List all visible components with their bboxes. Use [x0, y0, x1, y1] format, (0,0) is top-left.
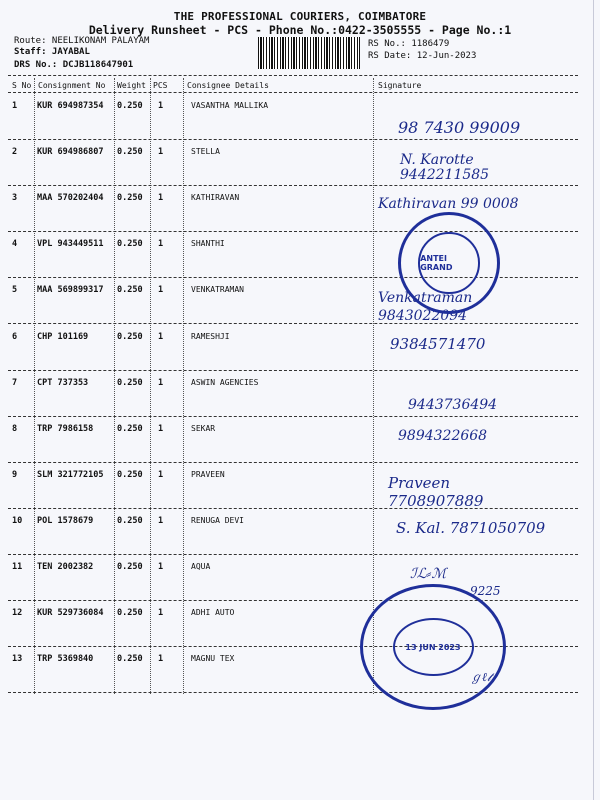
row-divider	[8, 185, 578, 186]
row-divider	[8, 600, 578, 601]
row-weight: 0.250	[117, 193, 143, 204]
signature-9: Praveen 7708907889	[388, 474, 484, 510]
col-consignee: Consignee Details	[187, 81, 269, 90]
rs-date: RS Date: 12-Jun-2023	[368, 51, 477, 61]
signature-11-number: 9225	[470, 584, 501, 598]
row-pcs: 1	[158, 608, 164, 619]
row-consignment-no: TRP 5369840	[37, 654, 94, 665]
drs-number: DRS No.: DCJB118647901	[14, 60, 134, 70]
row-consignee-name: SEKAR	[191, 423, 216, 433]
col-weight: Weight	[117, 81, 146, 90]
route-label: Route: NEELIKONAM PALAYAM	[14, 36, 150, 46]
row-sno: 13	[12, 654, 23, 665]
row-consignee-name: RAMESHJI	[191, 331, 230, 341]
header-rule-top	[8, 75, 578, 76]
row-consignee-name: RENUGA DEVI	[191, 515, 244, 525]
row-divider	[8, 231, 578, 232]
row-consignee-name: VASANTHA MALLIKA	[191, 101, 269, 110]
col-sno: S No	[12, 81, 32, 90]
header-rule-bottom	[8, 92, 578, 93]
row-divider	[8, 139, 578, 140]
row-consignee-name: ASWIN AGENCIES	[191, 377, 259, 387]
barcode	[258, 37, 360, 69]
row-sno: 1	[12, 101, 18, 111]
signature-6: 9384571470	[390, 335, 486, 353]
signature-10: S. Kal. 7871050709	[396, 519, 546, 537]
row-weight: 0.250	[117, 377, 143, 388]
row-pcs: 1	[158, 423, 164, 434]
table-row	[0, 602, 600, 648]
row-consignment-no: TRP 7986158	[37, 423, 94, 434]
row-weight: 0.250	[117, 101, 143, 111]
row-pcs: 1	[158, 515, 164, 526]
row-pcs: 1	[158, 239, 164, 250]
row-consignment-no: KUR 694987354	[37, 101, 104, 111]
row-pcs: 1	[158, 377, 164, 388]
row-consignment-no: VPL 943449511	[37, 239, 104, 250]
row-consignment-no: POL 1578679	[37, 515, 94, 526]
runsheet-subtitle: Delivery Runsheet - PCS - Phone No.:0422-3505555 - Page No.:1	[88, 23, 512, 37]
row-consignment-no: TEN 2002382	[37, 562, 94, 572]
company-stamp-lower	[360, 584, 506, 710]
table-row	[0, 648, 600, 694]
row-weight: 0.250	[117, 285, 143, 296]
row-consignment-no: CPT 737353	[37, 377, 89, 388]
row-consignee-name: MAGNU TEX	[191, 654, 235, 664]
signature-1: 98 7430 99009	[398, 118, 521, 137]
row-pcs: 1	[158, 101, 164, 111]
row-pcs: 1	[158, 193, 164, 204]
signature-13: ℊℓ𝓉	[470, 670, 492, 684]
row-divider	[8, 462, 578, 463]
row-consignee-name: AQUA	[191, 562, 211, 571]
row-sno: 7	[12, 377, 18, 388]
row-consignment-no: KUR 529736084	[37, 608, 104, 619]
row-sno: 3	[12, 193, 18, 204]
company-stamp-upper	[398, 212, 500, 314]
row-weight: 0.250	[117, 515, 143, 526]
row-consignee-name: VENKATRAMAN	[191, 285, 244, 295]
row-consignment-no: SLM 321772105	[37, 469, 104, 480]
table-row	[0, 372, 600, 418]
row-weight: 0.250	[117, 423, 143, 434]
row-pcs: 1	[158, 147, 164, 158]
signature-2: N. Karotte 9442211585	[400, 152, 490, 183]
row-sno: 2	[12, 147, 18, 158]
row-consignment-no: MAA 570202404	[37, 193, 104, 204]
row-consignee-name: KATHIRAVAN	[191, 193, 240, 203]
row-sno: 11	[12, 562, 23, 572]
row-pcs: 1	[158, 331, 164, 342]
table-row	[0, 326, 600, 372]
signature-7: 9443736494	[408, 397, 498, 413]
rs-number: RS No.: 1186479	[368, 39, 450, 49]
row-sno: 12	[12, 608, 23, 619]
col-pcs: PCS	[153, 81, 168, 90]
stamp-seal: ANTEI GRAND	[418, 232, 480, 294]
row-consignee-name: ADHI AUTO	[191, 608, 235, 618]
row-consignment-no: CHP 101169	[37, 331, 89, 342]
row-sno: 9	[12, 469, 18, 480]
row-pcs: 1	[158, 285, 164, 296]
row-divider	[8, 692, 578, 693]
row-sno: 4	[12, 239, 18, 250]
row-weight: 0.250	[117, 469, 143, 480]
row-sno: 5	[12, 285, 18, 296]
row-consignee-name: PRAVEEN	[191, 469, 225, 479]
table-row	[0, 418, 600, 464]
row-divider	[8, 416, 578, 417]
col-signature: Signature	[378, 81, 422, 90]
row-consignee-name: SHANTHI	[191, 239, 225, 249]
signature-3: Kathiravan 99 0008	[378, 196, 519, 212]
row-pcs: 1	[158, 654, 164, 665]
row-weight: 0.250	[117, 239, 143, 250]
row-sno: 6	[12, 331, 18, 342]
signature-8: 9894322668	[398, 428, 488, 444]
company-title: THE PROFESSIONAL COURIERS, COIMBATORE	[173, 10, 427, 23]
row-weight: 0.250	[117, 654, 143, 665]
row-divider	[8, 554, 578, 555]
col-consignment: Consignment No	[38, 81, 106, 90]
row-weight: 0.250	[117, 147, 143, 158]
row-pcs: 1	[158, 469, 164, 480]
signature-5: Venkatraman 9843022094	[378, 290, 473, 324]
row-sno: 10	[12, 515, 23, 526]
signature-11: ℐℒ⸗ℳ	[410, 566, 447, 582]
row-pcs: 1	[158, 562, 164, 572]
row-consignee-name: STELLA	[191, 147, 220, 157]
table-row	[0, 556, 600, 602]
table-row	[0, 233, 600, 279]
row-sno: 8	[12, 423, 18, 434]
row-consignment-no: MAA 569899317	[37, 285, 104, 296]
stamp-date-text: 13 JUN 2023	[405, 642, 461, 652]
row-divider	[8, 370, 578, 371]
stamp-date	[393, 618, 474, 676]
staff-label: Staff: JAYABAL	[14, 47, 90, 57]
row-weight: 0.250	[117, 331, 143, 342]
row-consignment-no: KUR 694986807	[37, 147, 104, 158]
row-weight: 0.250	[117, 608, 143, 619]
row-weight: 0.250	[117, 562, 143, 572]
